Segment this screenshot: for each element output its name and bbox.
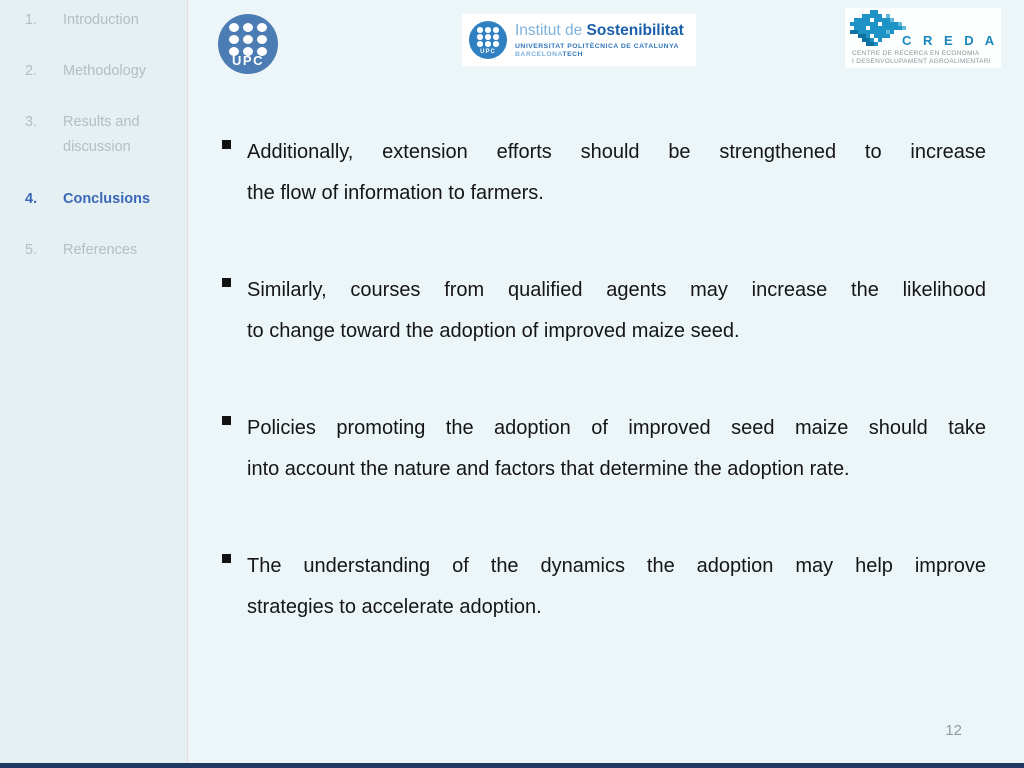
bullet-square-icon (222, 554, 231, 563)
upc-badge-label: UPC (480, 49, 496, 55)
item-number: 2. (25, 63, 38, 79)
bullet-text (247, 546, 986, 628)
item-number: 1. (25, 12, 38, 28)
institut-subtitle2 (515, 51, 684, 58)
bullet-line: Policies promoting the adoption of improved seed maize should take (247, 417, 986, 439)
barcelona-label: BARCELONA (515, 51, 563, 59)
bullet-item-dynamics (222, 546, 986, 628)
item-label: Conclusions (63, 191, 151, 207)
bullet-line: strategies to accelerate adoption. (247, 596, 542, 618)
tech-label: TECH (562, 51, 583, 59)
upc-badge-icon (469, 21, 507, 59)
bullet-text (247, 408, 986, 490)
bullet-item-qualified-agents (222, 270, 986, 352)
institut-subtitle: UNIVERSITAT POLITÈCNICA DE CATALUNYA (515, 42, 679, 50)
slide-outline-sidebar (0, 0, 188, 768)
creda-logo (845, 8, 1001, 68)
upc-logo-label: UPC (232, 53, 264, 68)
bullet-square-icon (222, 278, 231, 287)
item-number: 3. (25, 114, 38, 130)
page-number: 12 (945, 722, 962, 739)
creda-subtitle-line1: CENTRE DE RECERCA EN ECONOMIA (852, 50, 980, 57)
institut-title-bold: Sostenibilitat (586, 21, 684, 39)
sidebar-item-conclusions[interactable] (25, 187, 175, 212)
item-label: Introduction (63, 12, 139, 28)
sidebar-item-results-discussion[interactable] (25, 110, 175, 160)
item-label: Results and discussion (63, 114, 140, 155)
upc-dots-grid-icon (229, 23, 267, 56)
institut-sostenibilitat-logo (462, 14, 696, 66)
item-label: Methodology (63, 63, 147, 79)
institut-text-block (515, 22, 684, 59)
sidebar-item-references[interactable] (25, 238, 175, 263)
item-number: 4. (25, 191, 38, 207)
sidebar-item-introduction[interactable] (25, 8, 175, 33)
bullet-text (247, 132, 986, 214)
upc-logo (218, 14, 278, 74)
bullet-square-icon (222, 140, 231, 149)
bullet-line: the flow of information to farmers. (247, 182, 544, 204)
institut-title (515, 22, 684, 40)
bullet-line: Additionally, extension efforts should be strengthened to increase (247, 141, 986, 163)
bullet-square-icon (222, 416, 231, 425)
item-number: 5. (25, 242, 38, 258)
upc-dots-grid-icon (477, 27, 499, 47)
sidebar-item-methodology[interactable] (25, 59, 175, 84)
creda-wordmark: C R E D A (902, 33, 999, 48)
creda-subtitle-line2: I DESENVOLUPAMENT AGROALIMENTARI (852, 57, 991, 65)
bullet-line: The understanding of the dynamics the adoption may help improve (247, 555, 986, 577)
creda-subtitle (852, 50, 991, 65)
bullet-item-extension-efforts (222, 132, 986, 214)
item-label: References (63, 242, 138, 258)
bullet-line: into account the nature and factors that determine the adoption rate. (247, 458, 850, 480)
creda-pixel-map-icon (850, 10, 906, 50)
institut-title-light: Institut de (515, 21, 587, 39)
bullet-line: to change toward the adoption of improved maize seed. (247, 320, 740, 342)
bullet-text (247, 270, 986, 352)
footer-accent-bar (0, 763, 1024, 768)
bullet-line: Similarly, courses from qualified agents may increase the likelihood (247, 279, 986, 301)
bullet-item-policies (222, 408, 986, 490)
